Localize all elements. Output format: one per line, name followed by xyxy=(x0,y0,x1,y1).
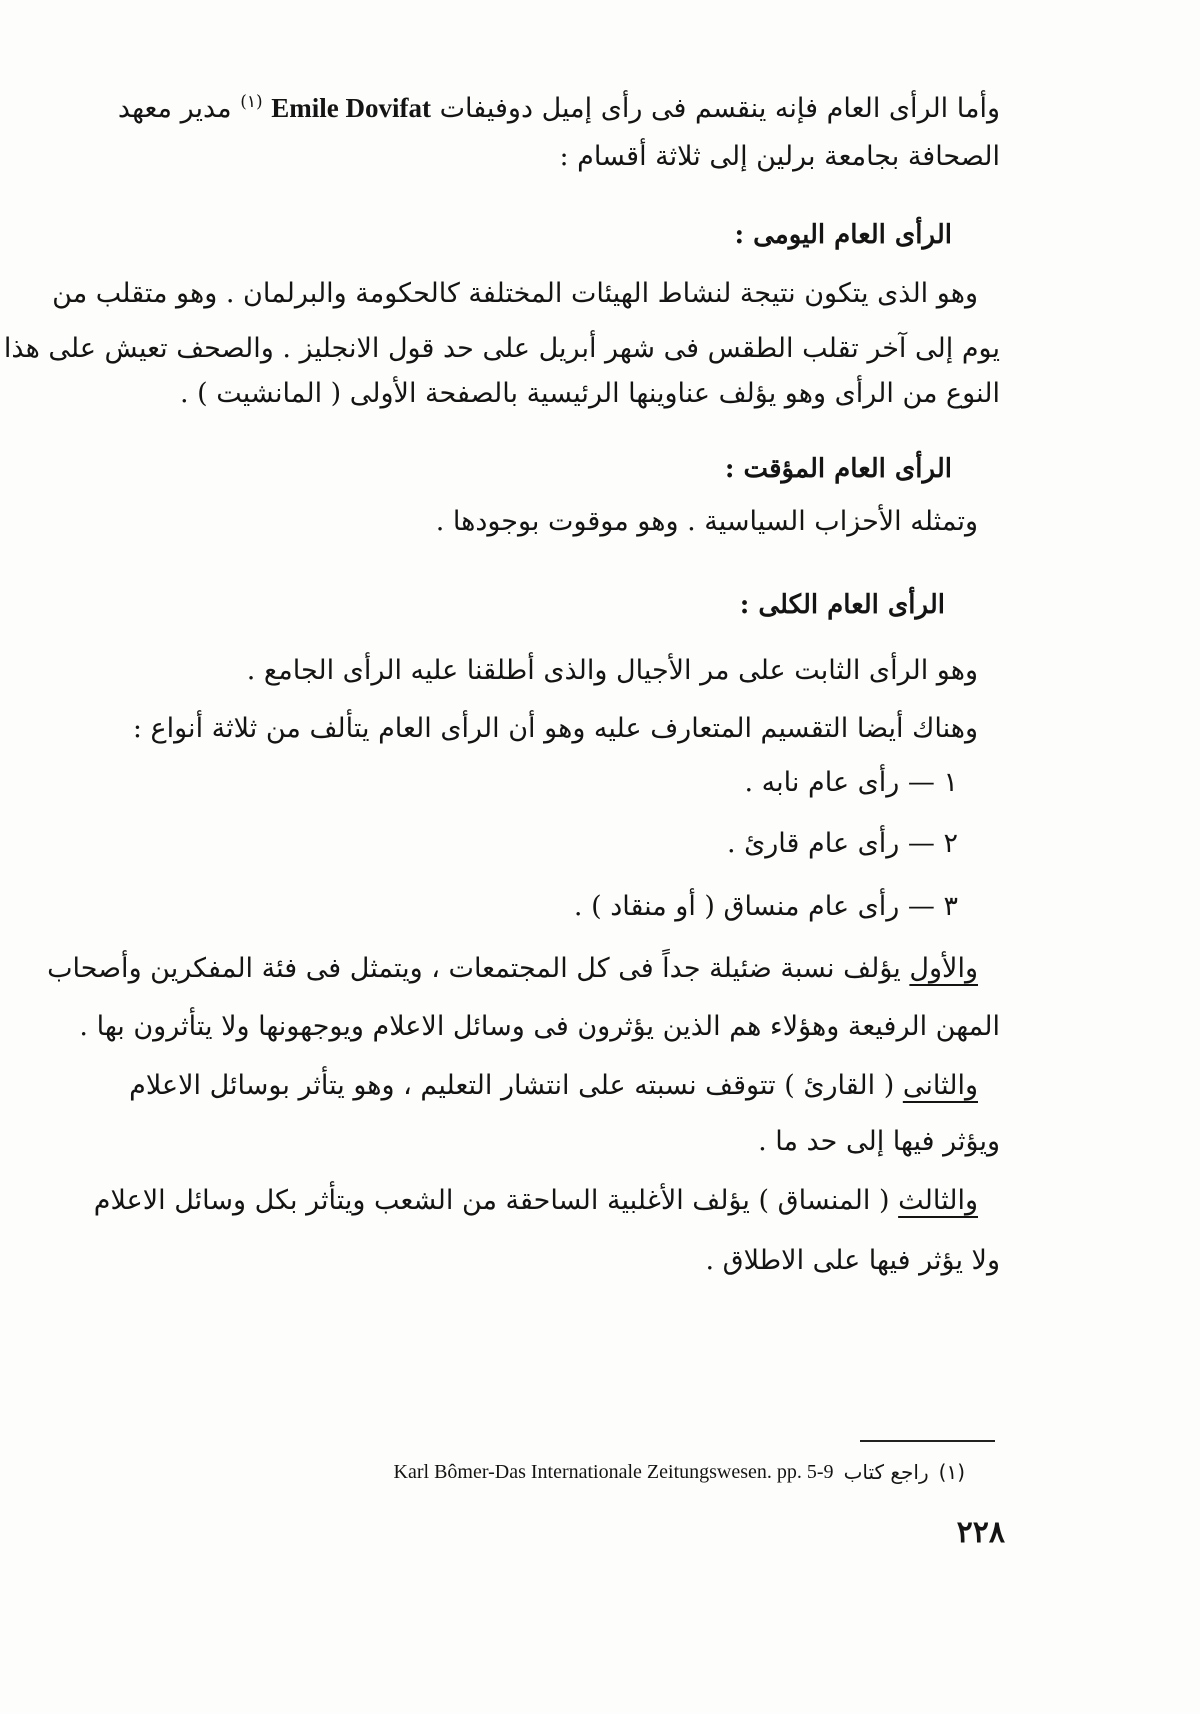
heading-daily-opinion: الرأى العام اليومى : xyxy=(734,220,952,250)
second-lead-word: والثانى xyxy=(902,1070,978,1101)
page-number: ٢٢٨ xyxy=(956,1515,1005,1550)
temporary-line-1: وتمثله الأحزاب السياسية . وهو موقوت بوجودها . xyxy=(435,506,978,537)
latin-name: Emile Dovifat xyxy=(271,93,431,123)
list-item-1: ١ — رأى عام نابه . xyxy=(744,767,958,798)
first-lead-word: والأول xyxy=(909,953,978,984)
second-line-1 xyxy=(129,1072,978,1099)
footnote-arabic-text: راجع كتاب xyxy=(843,1460,929,1484)
daily-line-3: النوع من الرأى وهو يؤلف عناوينها الرئيسية بالصفحة الأولى ( المانشيت ) . xyxy=(179,378,1000,409)
first-line-1 xyxy=(47,955,978,982)
first-line-1-text: يؤلف نسبة ضئيلة جداً فى كل المجتمعات ، ويتمثل فى فئة المفكرين وأصحاب xyxy=(47,953,901,984)
list-item-2: ٢ — رأى عام قارئ . xyxy=(726,828,958,859)
intro-text-before-name: وأما الرأى العام فإنه ينقسم فى رأى إميل دوفيفات xyxy=(439,93,1000,124)
footnote-separator xyxy=(860,1440,995,1442)
intro-line-1 xyxy=(118,94,1000,122)
footnote-citation: Karl Bômer-Das Internationale Zeitungswesen. pp. 5-9 xyxy=(393,1461,834,1483)
list-item-3: ٣ — رأى عام منساق ( أو منقاد ) . xyxy=(573,891,958,922)
total-line-1: وهو الرأى الثابت على مر الأجيال والذى أطلقنا عليه الرأى الجامع . xyxy=(246,655,978,686)
intro-text-after-name: مدير معهد xyxy=(117,93,232,124)
third-line-2: ولا يؤثر فيها على الاطلاق . xyxy=(705,1245,1000,1276)
daily-line-1: وهو الذى يتكون نتيجة لنشاط الهيئات المختلفة كالحكومة والبرلمان . وهو متقلب من xyxy=(52,278,978,309)
third-lead-word: والثالث xyxy=(898,1185,978,1216)
footnote-marker: (١) xyxy=(938,1460,965,1484)
daily-line-2: يوم إلى آخر تقلب الطقس فى شهر أبريل على حد قول الانجليز . والصحف تعيش على هذا xyxy=(3,333,1000,364)
footnote xyxy=(245,1458,965,1486)
heading-temporary-opinion: الرأى العام المؤقت : xyxy=(724,454,952,484)
heading-total-opinion: الرأى العام الكلى : xyxy=(739,590,945,620)
intro-line-2: الصحافة بجامعة برلين إلى ثلاثة أقسام : xyxy=(559,141,1000,172)
third-line-1-text: ( المنساق ) يؤلف الأغلبية الساحقة من الشعب ويتأثر بكل وسائل الاعلام xyxy=(93,1185,890,1216)
second-line-1-text: ( القارئ ) تتوقف نسبته على انتشار التعليم ، وهو يتأثر بوسائل الاعلام xyxy=(129,1070,895,1101)
third-line-1 xyxy=(94,1187,978,1214)
total-line-2: وهناك أيضا التقسيم المتعارف عليه وهو أن الرأى العام يتألف من ثلاثة أنواع : xyxy=(132,713,978,744)
first-line-2: المهن الرفيعة وهؤلاء هم الذين يؤثرون فى وسائل الاعلام ويوجهونها ولا يتأثرون بها . xyxy=(79,1011,1000,1042)
footnote-reference: (١) xyxy=(240,92,263,112)
second-line-2: ويؤثر فيها إلى حد ما . xyxy=(758,1126,1000,1157)
